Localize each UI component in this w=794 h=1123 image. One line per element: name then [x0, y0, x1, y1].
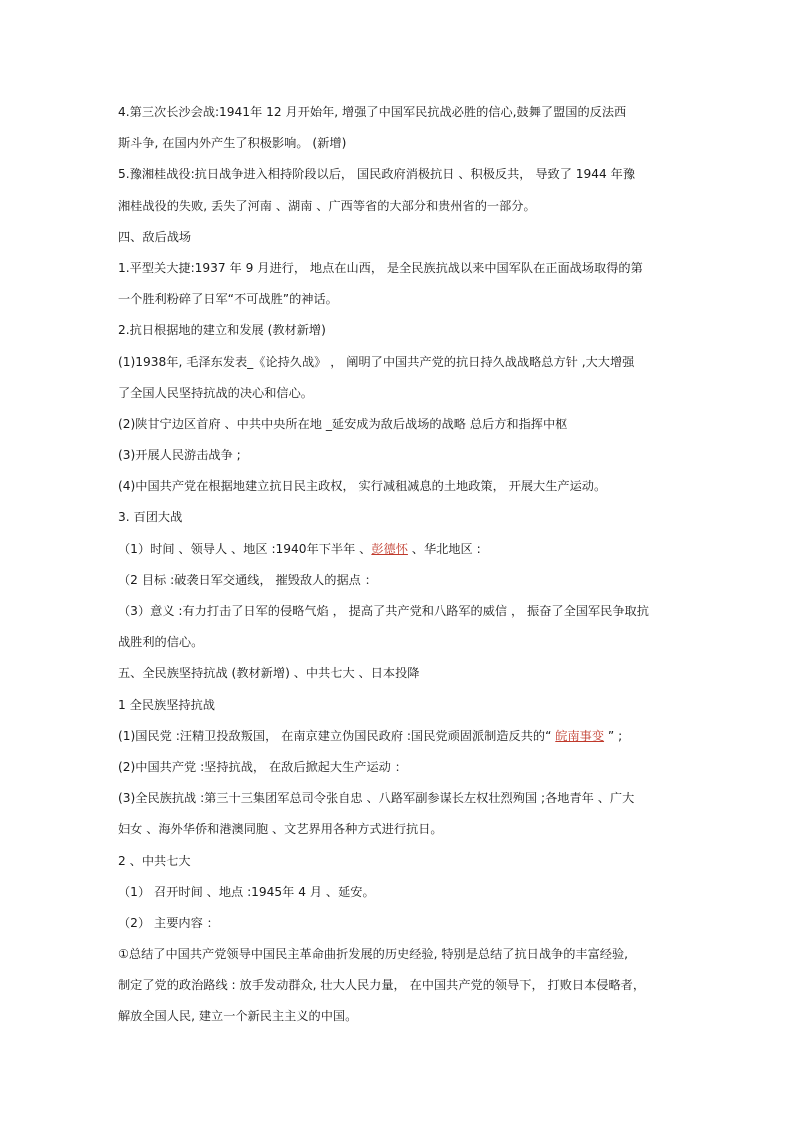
text-line: 1.平型关大捷:1937 年 9 月进行， 地点在山西， 是全民族抗战以来中国军队在正面战场取得的第	[118, 260, 643, 275]
subsection-heading: 2 、中共七大	[118, 853, 191, 868]
text-line: 4.第三次长沙会战:1941年 12 月开始年, 增强了中国军民抗战必胜的信心,鼓舞了盟国的反法西	[118, 105, 627, 119]
text-line: 了全国人民坚持抗战的决心和信心。	[118, 385, 313, 400]
text-line: (1)1938年, 毛泽东发表_《论持久战》 ， 阐明了中国共产党的抗日持久战战略总方针 ,大大增强	[118, 354, 635, 369]
subsection-heading: 3. 百团大战	[118, 510, 183, 525]
subsection-heading: 1 全民族坚持抗战	[118, 697, 215, 712]
subsection-heading: 2.抗日根据地的建立和发展 (教材新增)	[118, 323, 326, 338]
text-line: 制定了党的政治路线 : 放手发动群众, 壮大人民力量， 在中国共产党的领导下， 打败日本侵略者，	[118, 978, 646, 993]
text-line: 解放全国人民, 建立一个新民主主义的中国。	[118, 1009, 358, 1024]
peng-dehuai-link[interactable]: 彭德怀	[371, 541, 408, 556]
text-line: 斯斗争, 在国内外产生了积极影响。 (新增)	[118, 136, 347, 151]
text-line: 一个胜利粉碎了日军“不可战胜”的神话。	[118, 292, 338, 307]
text-line: (2)中国共产党 :坚持抗战， 在敌后掀起大生产运动 ：	[118, 759, 407, 774]
line-text-after: 、华北地区 :	[407, 541, 481, 556]
text-line: (2)陕甘宁边区首府 、中共中央所在地 _延安成为敌后战场的战略 总后方和指挥中枢	[118, 416, 568, 431]
line-text-before: (1)国民党 :汪精卫投敌叛国， 在南京建立伪国民政府 :国民党顽固派制造反共的“	[118, 728, 556, 743]
section-heading: 四、敌后战场	[118, 229, 192, 244]
text-line: 湘桂战役的失败, 丢失了河南 、湖南 、广西等省的大部分和贵州省的一部分。	[118, 198, 536, 213]
text-line: (4)中国共产党在根据地建立抗日民主政权， 实行减租减息的土地政策， 开展大生产运动。	[118, 479, 607, 494]
wannan-incident-link[interactable]: 皖南事变	[555, 728, 605, 743]
line-text-before: （1）时间 、领导人 、地区 :1940年下半年 、	[118, 541, 372, 556]
section-heading: 五、全民族坚持抗战 (教材新增) 、中共七大 、日本投降	[118, 666, 420, 681]
text-line: （1） 召开时间 、地点 :1945年 4 月 、延安。	[118, 884, 375, 899]
text-line: 妇女 、海外华侨和港澳同胞 、文艺界用各种方式进行抗日。	[118, 822, 443, 837]
text-line-with-link	[118, 721, 694, 752]
line-text-after: ” ;	[604, 728, 623, 743]
text-line: 战胜利的信心。	[118, 635, 204, 650]
text-line: （2） 主要内容 ：	[118, 915, 219, 930]
text-line: （3）意义 :有力打击了日军的侵略气焰 ， 提高了共产党和八路军的威信 ， 振奋了全国军民争取抗	[118, 604, 649, 618]
text-line: （2 目标 :破袭日军交通线， 摧毁敌人的据点 ：	[118, 572, 377, 587]
text-line: ①总结了中国共产党领导中国民主革命曲折发展的历史经验, 特别是总结了抗日战争的丰富经验,	[118, 947, 629, 962]
text-line: (3)开展人民游击战争 ;	[118, 448, 241, 463]
text-line: 5.豫湘桂战役:抗日战争进入相持阶段以后， 国民政府消极抗日 、积极反共， 导致了 1944 年豫	[118, 167, 636, 182]
text-line-with-link	[118, 534, 694, 565]
text-line: (3)全民族抗战 :第三十三集团军总司令张自忠 、八路军副参谋长左权壮烈殉国 ;各地青年 、广大	[118, 791, 635, 806]
